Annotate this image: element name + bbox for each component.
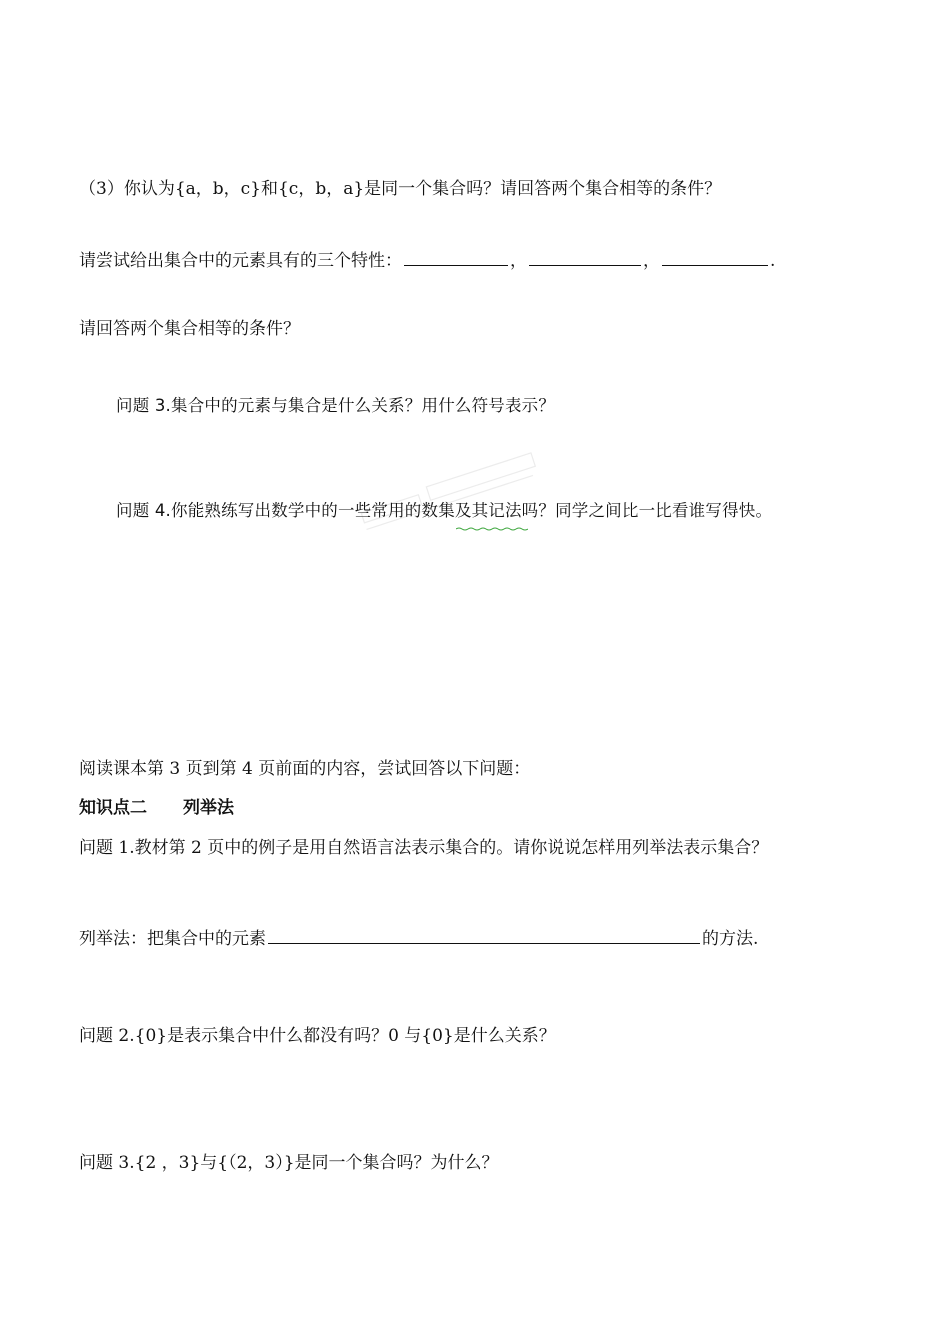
trait-blank-3[interactable] (662, 248, 768, 266)
listing-suffix: 的方法. (702, 929, 759, 949)
listing-prefix: 列举法：把集合中的元素 (79, 929, 266, 949)
equal-condition-question: 请回答两个集合相等的条件？ (79, 319, 300, 339)
traits-end: . (770, 251, 776, 271)
traits-prefix: 请尝试给出集合中的元素具有的三个特性： (79, 251, 402, 271)
question-3-same-set: 问题 3.{2 ，3}与{（2，3）}是同一个集合吗？为什么？ (79, 1153, 499, 1173)
reading-prompt: 阅读课本第 3 页到第 4 页前面的内容，尝试回答以下问题： (79, 759, 531, 779)
trait-blank-1[interactable] (404, 248, 508, 266)
problem-4-number-sets: 问题 4.你能熟练写出数学中的一些常用的数集及其记法吗？同学之间比一比看谁写得快。 (116, 501, 773, 520)
question-3-sets-equal: （3）你认为{a，b，c}和{c，b，a}是同一个集合吗？请回答两个集合相等的条件？ (79, 179, 722, 199)
trait-blank-2[interactable] (529, 248, 641, 266)
listing-method-definition (79, 926, 758, 950)
traits-sep-1: ， (510, 251, 527, 271)
section-title: 列举法 (183, 798, 234, 818)
question-1-listing: 问题 1.教材第 2 页中的例子是用自然语言法表示集合的。请你说说怎样用列举法表示集合？ (79, 838, 769, 858)
section-label: 知识点二 (79, 798, 147, 818)
problem-3-relation: 问题 3.集合中的元素与集合是什么关系？用什么符号表示？ (116, 396, 556, 415)
element-traits-prompt (79, 248, 775, 272)
watermark-logo (340, 440, 560, 550)
question-2-empty-set: 问题 2.{0}是表示集合中什么都没有吗？0 与{0}是什么关系？ (79, 1026, 556, 1046)
section-heading (79, 797, 234, 819)
traits-sep-2: ， (643, 251, 660, 271)
listing-blank[interactable] (268, 926, 700, 944)
watermark-block (426, 453, 535, 500)
spellcheck-squiggle-icon (456, 527, 528, 531)
